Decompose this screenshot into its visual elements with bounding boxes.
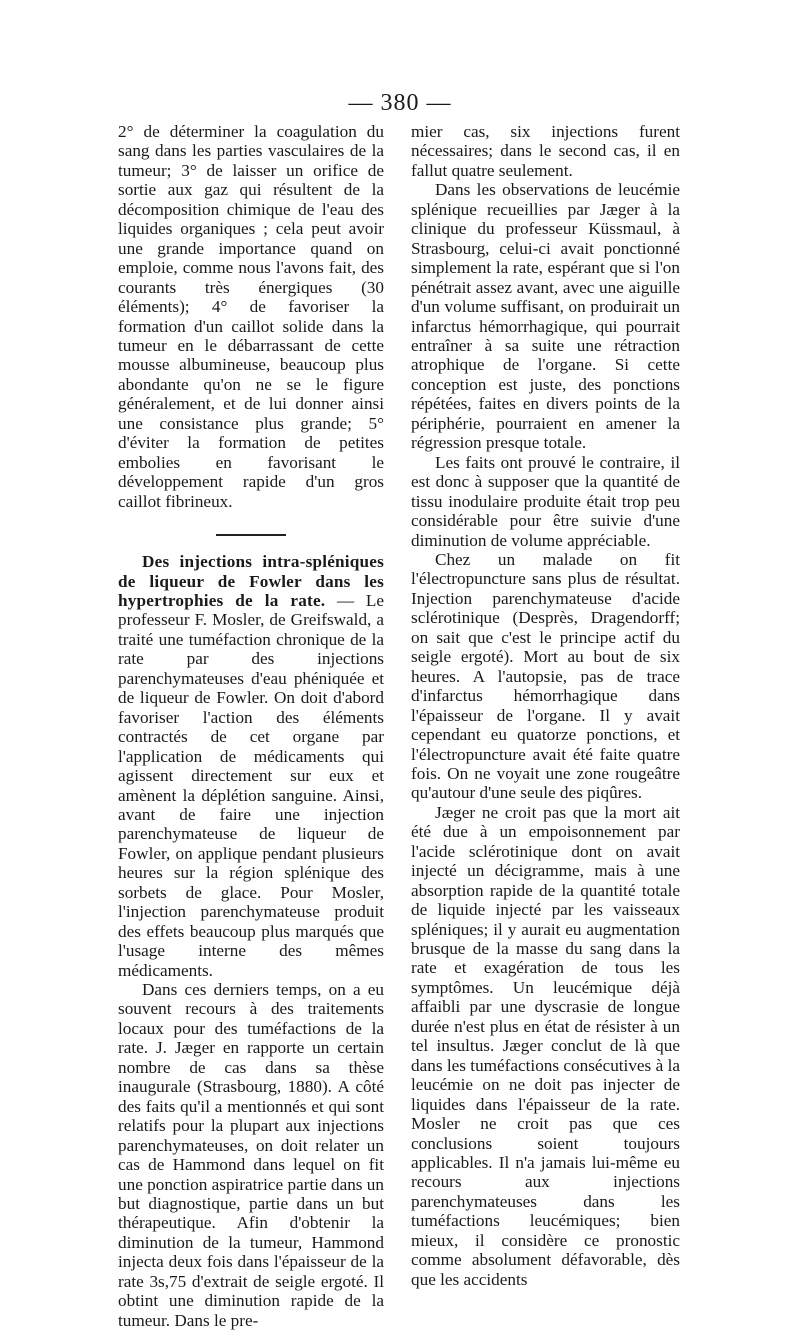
section-heading: Des injections intra-spléniques de liqueur de Fowler dans les hypertrophies de la rate. [118,552,384,610]
paragraph: Dans les observations de leucémie splénique recueillies par Jæger à la clinique du professeur Küssmaul, à Strasbourg, celui-ci avait ponctionné simplement la rate, espérant que si l'on pénétrait assez avant, avec une aiguille d'un volume suffisant, on produirait un infarctus hémorrhagique, qui pourrait entraîner à sa suite une rétraction atrophique de l'organe. Si cette conception est juste, des ponctions répétées, faites en divers points de la périphérie, pourraient en amener la régression presque totale. [411,180,680,453]
page-number: — 380 — [348,90,452,116]
paragraph: Chez un malade on fit l'électropuncture sans plus de résultat. Injection parenchymateuse d'acide sclérotinique (Desprès, Dragendorff; on sait que c'est le principe actif du seigle ergoté). Mort au bout de six heures. A l'autopsie, pas de trace d'infarctus hémorrhagique dans l'épaisseur de l'organe. Il y avait cependant eu quatorze ponctions, et l'électropuncture avait été faite quatre fois. On ne voyait une zone rougeâtre qu'autour d'une seule des piqûres. [411,549,680,803]
paragraph-continuation: mier cas, six injections furent nécessaires; dans le second cas, il en fallut quatre seulement. [411,122,680,180]
section-paragraph [118,552,384,980]
left-column [118,122,384,1330]
paragraph: Les faits ont prouvé le contraire, il est donc à supposer que la quantité de tissu inodulaire produite était trop peu considérable pour être suivie d'une diminution de volume appréciable. [411,452,680,550]
paragraph: Jæger ne croit pas que la mort ait été due à un empoisonnement par l'acide sclérotinique dont on avait injecté un décigramme, mais à une absorption rapide de la quantité totale de liquide injecté par les vaisseaux spléniques; il y aurait eu augmentation brusque de la masse du sang dans la rate et exagération de tous les symptômes. Un leucémique déjà affaibli par une dyscrasie de longue durée n'est plus en état de résister à un tel insultus. Jæger conclut de là que dans les tuméfactions consécutives à la leucémie on ne doit pas injecter de liquides dans l'épaisseur de la rate. Mosler ne croit pas que ces conclusions soient toujours applicables. Il n'a jamais lui-même eu recours aux injections parenchymateuses dans les tuméfactions leucémiques; bien mieux, il considère ce pronostic comme absolument défavorable, dès que les accidents [411,802,680,1289]
right-column [411,122,680,1289]
paragraph-continuation: 2° de déterminer la coagulation du sang dans les parties vasculaires de la tumeur; 3° de laisser un orifice de sortie aux gaz qui résultent de la décomposition chimique de l'eau des liquides organiques ; cela peut avoir une grande importance quand on emploie, comme nous l'avons fait, des courants très énergiques (30 éléments); 4° de favoriser la formation d'un caillot solide dans la tumeur en le débarrassant de cette mousse albumineuse, beaucoup plus abondante qu'on ne se le figure généralement, et de lui donner ainsi une consistance plus grande; 5° d'éviter la formation de petites embolies en favorisant le développement rapide d'un gros caillot fibrineux. [118,122,384,511]
paragraph: Dans ces derniers temps, on a eu souvent recours à des traitements locaux pour des tuméfactions de la rate. J. Jæger en rapporte un certain nombre de cas dans sa thèse inaugurale (Strasbourg, 1880). A côté des faits qu'il a mentionnés et qui sont relatifs pour la plupart aux injections parenchymateuses, on doit relater un cas de Hammond dans lequel on fit une ponction aspiratrice partie dans un but diagnostique, partie dans un but thérapeutique. Afin d'obtenir la diminution de la tumeur, Hammond injecta deux fois dans l'épaisseur de la rate 3s,75 d'extrait de seigle ergoté. Il obtint une diminution rapide de la tumeur. Dans le pre- [118,980,384,1330]
section-body-text: — Le professeur F. Mosler, de Greifswald, a traité une tuméfaction chronique de la rate par des injections parenchymateuses d'eau phéniquée et de liqueur de Fowler. On doit d'abord favoriser l'action des éléments contractés de cet organe par l'application de médicaments qui agissent directement sur eux et amènent la déplétion sanguine. Ainsi, avant de faire une injection parenchymateuse de liqueur de Fowler, on applique pendant plusieurs heures sur la région splénique des sorbets de glace. Pour Mosler, l'injection parenchymateuse produit des effets beaucoup plus marqués que l'usage interne des mêmes médicaments. [118,590,384,980]
section-divider [216,534,286,536]
